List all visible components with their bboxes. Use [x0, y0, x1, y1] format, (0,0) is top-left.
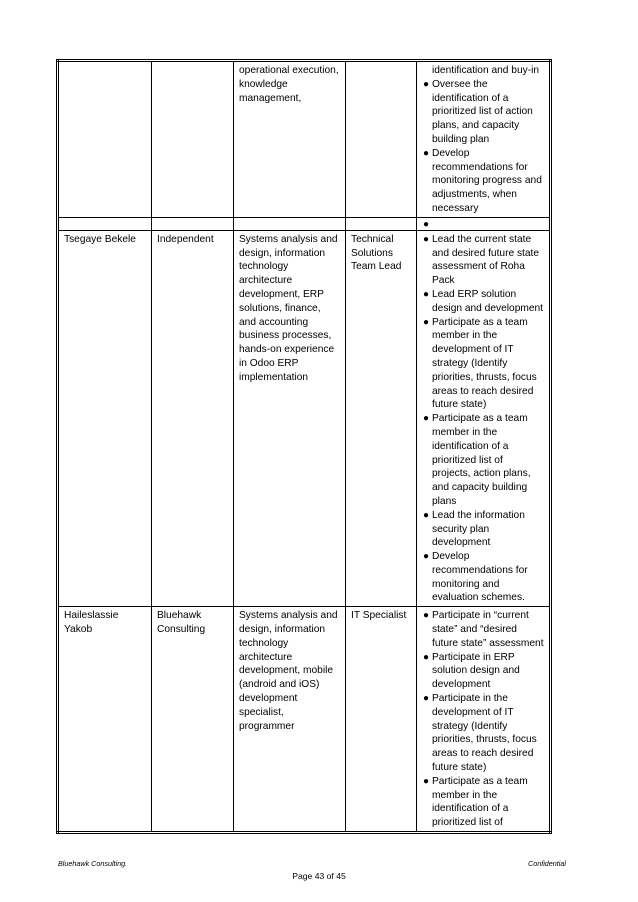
list-item: ● Lead the current state and desired future state assessment of Roha Pack	[423, 233, 540, 287]
expertise-cell: operational execution, knowledge management,	[234, 61, 346, 218]
bullet-icon: ●	[423, 233, 430, 245]
responsibilities-cell	[417, 61, 551, 218]
affiliation-cell	[152, 217, 234, 230]
bullet-icon: ●	[423, 693, 430, 705]
list-item: ● Develop recommendations for monitoring and evaluation schemes.	[423, 551, 528, 604]
bullet-icon: ●	[423, 551, 430, 563]
bullet-icon: ●	[423, 147, 430, 159]
bullet-icon: ●	[423, 218, 430, 230]
table-row	[58, 61, 551, 218]
bullet-icon: ●	[423, 413, 430, 425]
name-cell	[58, 61, 152, 218]
page-number: Page 43 of 45	[292, 871, 346, 881]
name-cell: Haileslassie Yakob	[58, 607, 152, 833]
table-row	[58, 607, 551, 833]
list-item: ● Participate in the development of IT strategy (Identify priorities, thrusts, focus areas to reach desired future state)	[423, 693, 537, 774]
list-item: ● Participate in ERP solution design and development	[423, 651, 520, 691]
responsibilities-cell	[417, 230, 551, 607]
role-cell	[346, 217, 417, 230]
expertise-cell	[234, 217, 346, 230]
list-item: ● Participate as a team member in the identification of a prioritized list of projects, action plans, and capacity building plans	[423, 413, 531, 507]
bullet-icon: ●	[423, 509, 430, 521]
name-cell: Tsegaye Bekele	[58, 230, 152, 607]
responsibility-list	[422, 233, 544, 606]
list-item: ● Participate as a team member in the development of IT strategy (Identify priorities, thrusts, focus areas to reach desired future state)	[423, 316, 537, 411]
continued-text: identification and buy-in	[432, 65, 540, 76]
role-cell: Technical Solutions Team Lead	[346, 230, 417, 607]
list-item: ● Lead ERP solution design and development	[423, 288, 544, 314]
bullet-icon: ●	[423, 78, 430, 90]
affiliation-cell: Bluehawk Consulting	[152, 607, 234, 833]
expertise-cell: Systems analysis and design, information technology architecture development, mobile (android and iOS) development specialist, programmer	[234, 607, 346, 833]
list-item: ● Participate as a team member in the identification of a prioritized list of	[423, 775, 528, 829]
bullet-icon: ●	[423, 316, 430, 328]
bullet-icon: ●	[423, 288, 430, 300]
name-cell	[58, 217, 152, 230]
footer-company: Bluehawk Consulting.	[58, 859, 128, 868]
bullet-icon: ●	[423, 610, 430, 622]
responsibilities-cell	[417, 217, 551, 230]
role-cell: IT Specialist	[346, 607, 417, 833]
list-item: ● Lead the information security plan development	[423, 509, 525, 549]
list-item: ● Oversee the identification of a prioritized list of action plans, and capacity building plan	[423, 78, 533, 145]
bullet-icon: ●	[423, 775, 430, 787]
responsibility-list	[422, 78, 544, 216]
role-cell	[346, 61, 417, 218]
bullet-icon: ●	[423, 651, 430, 663]
list-item: ● Participate in “current state” and “desired future state” assessment	[423, 610, 544, 649]
table-row	[58, 217, 551, 230]
affiliation-cell: Independent	[152, 230, 234, 607]
team-table	[56, 59, 552, 834]
responsibility-list	[422, 609, 544, 830]
expertise-cell: Systems analysis and design, information technology architecture development, ERP solutions, finance, and accounting business processes, hands-on experience in Odoo ERP implementation	[234, 230, 346, 607]
table-row	[58, 230, 551, 607]
footer-classification: Confidential	[528, 859, 566, 868]
affiliation-cell	[152, 61, 234, 218]
responsibilities-cell	[417, 607, 551, 833]
list-item: ● Develop recommendations for monitoring progress and adjustments, when necessary	[423, 147, 542, 214]
